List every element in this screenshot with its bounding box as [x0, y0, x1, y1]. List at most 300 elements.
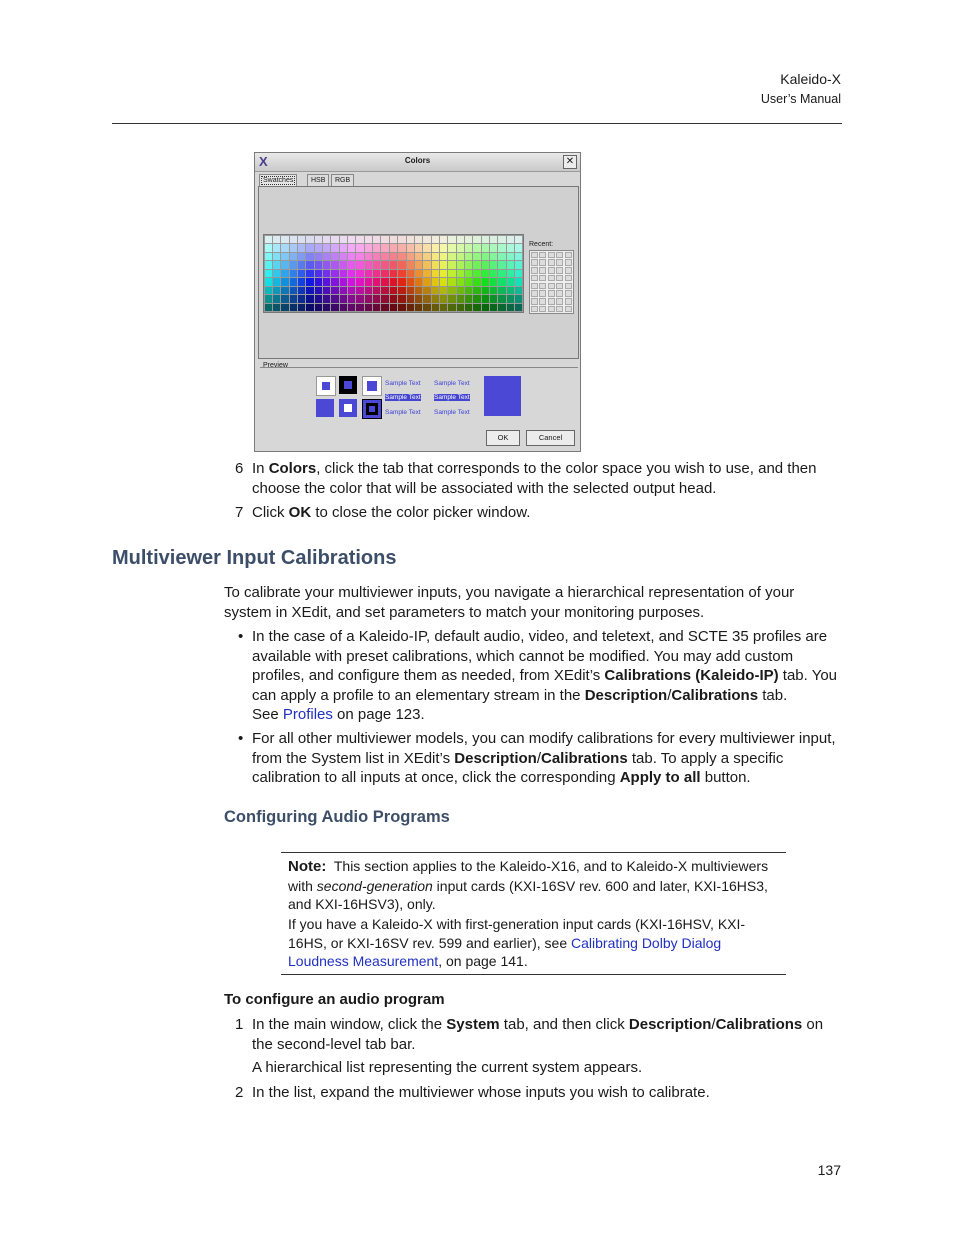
- color-swatch-cell[interactable]: [457, 270, 464, 278]
- color-swatch-cell[interactable]: [331, 270, 338, 278]
- color-swatch-cell[interactable]: [365, 287, 372, 295]
- color-swatch-cell[interactable]: [356, 278, 363, 286]
- color-swatch-cell[interactable]: [448, 287, 455, 295]
- color-swatch-cell[interactable]: [498, 236, 505, 244]
- color-swatch-cell[interactable]: [390, 278, 397, 286]
- color-swatch-cell[interactable]: [340, 253, 347, 261]
- recent-swatch-cell[interactable]: [548, 252, 555, 259]
- color-swatch-cell[interactable]: [507, 253, 514, 261]
- color-swatch-cell[interactable]: [298, 278, 305, 286]
- color-swatch-cell[interactable]: [315, 270, 322, 278]
- color-swatch-cell[interactable]: [415, 236, 422, 244]
- color-swatch-cell[interactable]: [348, 287, 355, 295]
- color-swatch-cell[interactable]: [365, 253, 372, 261]
- color-swatch-cell[interactable]: [306, 244, 313, 252]
- color-swatch-cell[interactable]: [440, 244, 447, 252]
- color-swatch-cell[interactable]: [298, 304, 305, 312]
- color-swatch-cell[interactable]: [306, 304, 313, 312]
- color-swatch-cell[interactable]: [381, 261, 388, 269]
- color-swatch-cell[interactable]: [290, 278, 297, 286]
- tab-swatches[interactable]: Swatches: [259, 174, 297, 187]
- color-swatch-cell[interactable]: [390, 304, 397, 312]
- color-swatch-cell[interactable]: [348, 270, 355, 278]
- color-swatch-cell[interactable]: [515, 236, 522, 244]
- color-swatch-cell[interactable]: [432, 287, 439, 295]
- color-swatch-cell[interactable]: [473, 287, 480, 295]
- recent-swatch-cell[interactable]: [556, 275, 563, 282]
- recent-swatch-cell[interactable]: [556, 306, 563, 313]
- color-swatch-cell[interactable]: [407, 253, 414, 261]
- color-swatch-cell[interactable]: [381, 236, 388, 244]
- color-swatch-cell[interactable]: [348, 253, 355, 261]
- color-swatch-cell[interactable]: [373, 295, 380, 303]
- color-swatch-cell[interactable]: [415, 304, 422, 312]
- color-swatch-cell[interactable]: [440, 253, 447, 261]
- profiles-link[interactable]: Profiles: [282, 706, 333, 724]
- recent-swatch-cell[interactable]: [539, 290, 546, 297]
- color-swatch-cell[interactable]: [315, 244, 322, 252]
- color-swatch-cell[interactable]: [348, 304, 355, 312]
- color-swatch-cell[interactable]: [281, 253, 288, 261]
- color-swatch-cell[interactable]: [373, 236, 380, 244]
- color-swatch-cell[interactable]: [306, 287, 313, 295]
- color-swatch-cell[interactable]: [315, 295, 322, 303]
- color-swatch-cell[interactable]: [365, 295, 372, 303]
- recent-swatch-cell[interactable]: [539, 306, 546, 313]
- recent-swatch-cell[interactable]: [565, 275, 572, 282]
- color-swatch-cell[interactable]: [465, 278, 472, 286]
- recent-swatch-cell[interactable]: [531, 283, 538, 290]
- color-swatch-cell[interactable]: [490, 261, 497, 269]
- recent-swatch-grid[interactable]: [529, 250, 574, 314]
- color-swatch-cell[interactable]: [290, 304, 297, 312]
- color-swatch-cell[interactable]: [265, 244, 272, 252]
- color-swatch-cell[interactable]: [281, 287, 288, 295]
- color-swatch-cell[interactable]: [265, 304, 272, 312]
- color-swatch-cell[interactable]: [273, 278, 280, 286]
- color-swatch-cell[interactable]: [356, 261, 363, 269]
- color-swatch-cell[interactable]: [515, 270, 522, 278]
- recent-swatch-cell[interactable]: [539, 275, 546, 282]
- color-swatch-cell[interactable]: [323, 236, 330, 244]
- color-swatch-cell[interactable]: [381, 287, 388, 295]
- color-swatch-cell[interactable]: [423, 244, 430, 252]
- color-swatch-cell[interactable]: [498, 278, 505, 286]
- recent-swatch-cell[interactable]: [556, 259, 563, 266]
- color-swatch-cell[interactable]: [473, 261, 480, 269]
- color-swatch-cell[interactable]: [490, 304, 497, 312]
- color-swatch-cell[interactable]: [331, 287, 338, 295]
- color-swatch-cell[interactable]: [440, 261, 447, 269]
- dolby-loudness-link[interactable]: Calibrating Dolby Dialog Loudness Measurement: [288, 934, 722, 970]
- color-swatch-cell[interactable]: [273, 244, 280, 252]
- color-swatch-cell[interactable]: [407, 261, 414, 269]
- color-swatch-cell[interactable]: [348, 244, 355, 252]
- color-swatch-cell[interactable]: [515, 253, 522, 261]
- recent-swatch-cell[interactable]: [565, 267, 572, 274]
- color-swatch-cell[interactable]: [507, 270, 514, 278]
- color-swatch-cell[interactable]: [390, 287, 397, 295]
- color-swatch-cell[interactable]: [498, 287, 505, 295]
- recent-swatch-cell[interactable]: [548, 275, 555, 282]
- color-swatch-cell[interactable]: [490, 287, 497, 295]
- color-swatch-cell[interactable]: [473, 244, 480, 252]
- color-swatch-cell[interactable]: [331, 295, 338, 303]
- color-swatch-cell[interactable]: [273, 287, 280, 295]
- color-swatch-cell[interactable]: [273, 236, 280, 244]
- color-swatch-cell[interactable]: [373, 270, 380, 278]
- color-swatch-cell[interactable]: [281, 295, 288, 303]
- color-swatch-cell[interactable]: [398, 278, 405, 286]
- color-swatch-cell[interactable]: [498, 304, 505, 312]
- color-swatch-cell[interactable]: [473, 278, 480, 286]
- color-swatch-cell[interactable]: [331, 261, 338, 269]
- color-swatch-cell[interactable]: [398, 287, 405, 295]
- color-swatch-cell[interactable]: [398, 236, 405, 244]
- color-swatch-cell[interactable]: [457, 278, 464, 286]
- color-swatch-cell[interactable]: [356, 287, 363, 295]
- recent-swatch-cell[interactable]: [556, 283, 563, 290]
- color-swatch-cell[interactable]: [473, 236, 480, 244]
- color-swatch-cell[interactable]: [356, 270, 363, 278]
- color-swatch-cell[interactable]: [323, 253, 330, 261]
- color-swatch-cell[interactable]: [356, 253, 363, 261]
- color-swatch-cell[interactable]: [323, 295, 330, 303]
- color-swatch-cell[interactable]: [440, 304, 447, 312]
- color-swatch-cell[interactable]: [348, 261, 355, 269]
- color-swatch-cell[interactable]: [373, 278, 380, 286]
- color-swatch-cell[interactable]: [473, 270, 480, 278]
- color-swatch-cell[interactable]: [390, 236, 397, 244]
- color-swatch-cell[interactable]: [448, 253, 455, 261]
- color-swatch-cell[interactable]: [415, 253, 422, 261]
- color-swatch-cell[interactable]: [482, 270, 489, 278]
- color-swatch-cell[interactable]: [373, 244, 380, 252]
- color-swatch-cell[interactable]: [423, 287, 430, 295]
- color-swatch-cell[interactable]: [448, 261, 455, 269]
- color-swatch-cell[interactable]: [331, 278, 338, 286]
- color-swatch-cell[interactable]: [482, 287, 489, 295]
- tab-hsb[interactable]: HSB: [307, 174, 329, 187]
- color-swatch-cell[interactable]: [407, 278, 414, 286]
- recent-swatch-cell[interactable]: [548, 259, 555, 266]
- recent-swatch-cell[interactable]: [556, 290, 563, 297]
- color-swatch-cell[interactable]: [407, 295, 414, 303]
- color-swatch-cell[interactable]: [507, 236, 514, 244]
- color-swatch-cell[interactable]: [306, 278, 313, 286]
- color-swatch-cell[interactable]: [448, 236, 455, 244]
- color-swatch-cell[interactable]: [398, 244, 405, 252]
- color-swatch-cell[interactable]: [323, 304, 330, 312]
- color-swatch-cell[interactable]: [407, 236, 414, 244]
- recent-swatch-cell[interactable]: [556, 298, 563, 305]
- color-swatch-cell[interactable]: [465, 261, 472, 269]
- color-swatch-cell[interactable]: [465, 295, 472, 303]
- color-swatch-cell[interactable]: [432, 278, 439, 286]
- color-swatch-cell[interactable]: [331, 253, 338, 261]
- color-swatch-cell[interactable]: [381, 295, 388, 303]
- color-swatch-cell[interactable]: [340, 236, 347, 244]
- color-swatch-cell[interactable]: [298, 244, 305, 252]
- color-swatch-cell[interactable]: [482, 253, 489, 261]
- color-swatch-cell[interactable]: [448, 278, 455, 286]
- color-swatch-cell[interactable]: [398, 270, 405, 278]
- color-swatch-cell[interactable]: [432, 261, 439, 269]
- recent-swatch-cell[interactable]: [565, 290, 572, 297]
- recent-swatch-cell[interactable]: [565, 306, 572, 313]
- color-swatch-cell[interactable]: [290, 295, 297, 303]
- color-swatch-cell[interactable]: [448, 244, 455, 252]
- recent-swatch-cell[interactable]: [556, 267, 563, 274]
- color-swatch-cell[interactable]: [306, 253, 313, 261]
- color-swatch-cell[interactable]: [407, 304, 414, 312]
- color-swatch-cell[interactable]: [315, 261, 322, 269]
- color-swatch-cell[interactable]: [348, 236, 355, 244]
- color-swatch-cell[interactable]: [507, 261, 514, 269]
- color-swatch-cell[interactable]: [390, 253, 397, 261]
- color-swatch-cell[interactable]: [515, 295, 522, 303]
- color-swatch-cell[interactable]: [373, 253, 380, 261]
- color-swatch-cell[interactable]: [490, 236, 497, 244]
- color-swatch-cell[interactable]: [398, 261, 405, 269]
- color-swatch-cell[interactable]: [490, 244, 497, 252]
- color-swatch-cell[interactable]: [356, 304, 363, 312]
- color-swatch-cell[interactable]: [423, 270, 430, 278]
- color-swatch-cell[interactable]: [323, 287, 330, 295]
- color-swatch-cell[interactable]: [298, 236, 305, 244]
- recent-swatch-cell[interactable]: [556, 252, 563, 259]
- color-swatch-cell[interactable]: [398, 295, 405, 303]
- color-swatch-cell[interactable]: [415, 244, 422, 252]
- recent-swatch-cell[interactable]: [539, 283, 546, 290]
- color-swatch-cell[interactable]: [498, 270, 505, 278]
- color-swatch-cell[interactable]: [407, 244, 414, 252]
- color-swatch-cell[interactable]: [407, 287, 414, 295]
- color-swatch-cell[interactable]: [273, 253, 280, 261]
- color-swatch-cell[interactable]: [331, 236, 338, 244]
- color-swatch-cell[interactable]: [281, 304, 288, 312]
- color-swatch-cell[interactable]: [515, 287, 522, 295]
- color-swatch-cell[interactable]: [281, 236, 288, 244]
- color-swatch-cell[interactable]: [515, 278, 522, 286]
- color-swatch-cell[interactable]: [298, 270, 305, 278]
- color-swatch-cell[interactable]: [323, 244, 330, 252]
- color-swatch-cell[interactable]: [390, 295, 397, 303]
- color-swatch-cell[interactable]: [290, 253, 297, 261]
- cancel-button[interactable]: Cancel: [526, 430, 575, 446]
- color-swatch-cell[interactable]: [457, 295, 464, 303]
- color-swatch-cell[interactable]: [423, 304, 430, 312]
- tab-rgb[interactable]: RGB: [331, 174, 354, 187]
- color-swatch-cell[interactable]: [331, 244, 338, 252]
- color-swatch-cell[interactable]: [423, 253, 430, 261]
- color-swatch-cell[interactable]: [365, 261, 372, 269]
- color-swatch-cell[interactable]: [415, 270, 422, 278]
- color-swatch-cell[interactable]: [465, 270, 472, 278]
- color-swatch-cell[interactable]: [457, 261, 464, 269]
- color-swatch-cell[interactable]: [457, 304, 464, 312]
- recent-swatch-cell[interactable]: [565, 283, 572, 290]
- color-swatch-cell[interactable]: [507, 287, 514, 295]
- color-swatch-cell[interactable]: [273, 295, 280, 303]
- color-swatch-cell[interactable]: [298, 287, 305, 295]
- swatch-grid[interactable]: [263, 234, 524, 313]
- color-swatch-cell[interactable]: [490, 295, 497, 303]
- color-swatch-cell[interactable]: [306, 236, 313, 244]
- color-swatch-cell[interactable]: [482, 236, 489, 244]
- color-swatch-cell[interactable]: [265, 253, 272, 261]
- color-swatch-cell[interactable]: [373, 304, 380, 312]
- color-swatch-cell[interactable]: [281, 270, 288, 278]
- color-swatch-cell[interactable]: [265, 261, 272, 269]
- color-swatch-cell[interactable]: [273, 270, 280, 278]
- color-swatch-cell[interactable]: [340, 244, 347, 252]
- color-swatch-cell[interactable]: [365, 304, 372, 312]
- recent-swatch-cell[interactable]: [565, 259, 572, 266]
- color-swatch-cell[interactable]: [515, 244, 522, 252]
- recent-swatch-cell[interactable]: [531, 267, 538, 274]
- color-swatch-cell[interactable]: [265, 295, 272, 303]
- color-swatch-cell[interactable]: [457, 253, 464, 261]
- color-swatch-cell[interactable]: [315, 287, 322, 295]
- color-swatch-cell[interactable]: [365, 278, 372, 286]
- color-swatch-cell[interactable]: [265, 270, 272, 278]
- color-swatch-cell[interactable]: [473, 295, 480, 303]
- color-swatch-cell[interactable]: [340, 270, 347, 278]
- color-swatch-cell[interactable]: [356, 244, 363, 252]
- color-swatch-cell[interactable]: [315, 253, 322, 261]
- color-swatch-cell[interactable]: [432, 270, 439, 278]
- color-swatch-cell[interactable]: [482, 304, 489, 312]
- recent-swatch-cell[interactable]: [539, 298, 546, 305]
- recent-swatch-cell[interactable]: [531, 290, 538, 297]
- color-swatch-cell[interactable]: [432, 244, 439, 252]
- color-swatch-cell[interactable]: [498, 253, 505, 261]
- color-swatch-cell[interactable]: [507, 244, 514, 252]
- color-swatch-cell[interactable]: [290, 244, 297, 252]
- color-swatch-cell[interactable]: [432, 253, 439, 261]
- color-swatch-cell[interactable]: [340, 278, 347, 286]
- color-swatch-cell[interactable]: [340, 304, 347, 312]
- color-swatch-cell[interactable]: [482, 278, 489, 286]
- color-swatch-cell[interactable]: [373, 287, 380, 295]
- color-swatch-cell[interactable]: [290, 287, 297, 295]
- color-swatch-cell[interactable]: [457, 236, 464, 244]
- color-swatch-cell[interactable]: [507, 304, 514, 312]
- color-swatch-cell[interactable]: [290, 236, 297, 244]
- color-swatch-cell[interactable]: [390, 261, 397, 269]
- color-swatch-cell[interactable]: [390, 244, 397, 252]
- recent-swatch-cell[interactable]: [565, 252, 572, 259]
- color-swatch-cell[interactable]: [515, 261, 522, 269]
- color-swatch-cell[interactable]: [298, 253, 305, 261]
- color-swatch-cell[interactable]: [281, 261, 288, 269]
- color-swatch-cell[interactable]: [448, 295, 455, 303]
- recent-swatch-cell[interactable]: [531, 306, 538, 313]
- recent-swatch-cell[interactable]: [548, 298, 555, 305]
- color-swatch-cell[interactable]: [440, 278, 447, 286]
- color-swatch-cell[interactable]: [348, 295, 355, 303]
- color-swatch-cell[interactable]: [415, 295, 422, 303]
- color-swatch-cell[interactable]: [432, 236, 439, 244]
- color-swatch-cell[interactable]: [457, 287, 464, 295]
- color-swatch-cell[interactable]: [440, 295, 447, 303]
- color-swatch-cell[interactable]: [390, 270, 397, 278]
- color-swatch-cell[interactable]: [440, 236, 447, 244]
- color-swatch-cell[interactable]: [356, 295, 363, 303]
- color-swatch-cell[interactable]: [490, 270, 497, 278]
- color-swatch-cell[interactable]: [273, 304, 280, 312]
- color-swatch-cell[interactable]: [381, 244, 388, 252]
- color-swatch-cell[interactable]: [423, 236, 430, 244]
- color-swatch-cell[interactable]: [381, 270, 388, 278]
- color-swatch-cell[interactable]: [415, 261, 422, 269]
- color-swatch-cell[interactable]: [465, 244, 472, 252]
- color-swatch-cell[interactable]: [265, 287, 272, 295]
- color-swatch-cell[interactable]: [306, 295, 313, 303]
- color-swatch-cell[interactable]: [315, 278, 322, 286]
- recent-swatch-cell[interactable]: [531, 275, 538, 282]
- color-swatch-cell[interactable]: [356, 236, 363, 244]
- color-swatch-cell[interactable]: [490, 278, 497, 286]
- color-swatch-cell[interactable]: [323, 270, 330, 278]
- color-swatch-cell[interactable]: [398, 253, 405, 261]
- color-swatch-cell[interactable]: [265, 236, 272, 244]
- color-swatch-cell[interactable]: [340, 287, 347, 295]
- color-swatch-cell[interactable]: [365, 270, 372, 278]
- color-swatch-cell[interactable]: [315, 236, 322, 244]
- color-swatch-cell[interactable]: [365, 244, 372, 252]
- color-swatch-cell[interactable]: [465, 236, 472, 244]
- recent-swatch-cell[interactable]: [539, 259, 546, 266]
- color-swatch-cell[interactable]: [306, 261, 313, 269]
- ok-button[interactable]: OK: [486, 430, 520, 446]
- color-swatch-cell[interactable]: [373, 261, 380, 269]
- recent-swatch-cell[interactable]: [531, 252, 538, 259]
- recent-swatch-cell[interactable]: [539, 267, 546, 274]
- color-swatch-cell[interactable]: [306, 270, 313, 278]
- color-swatch-cell[interactable]: [281, 278, 288, 286]
- color-swatch-cell[interactable]: [340, 261, 347, 269]
- color-swatch-cell[interactable]: [423, 278, 430, 286]
- color-swatch-cell[interactable]: [465, 253, 472, 261]
- color-swatch-cell[interactable]: [423, 261, 430, 269]
- color-swatch-cell[interactable]: [507, 278, 514, 286]
- color-swatch-cell[interactable]: [381, 253, 388, 261]
- color-swatch-cell[interactable]: [348, 278, 355, 286]
- color-swatch-cell[interactable]: [507, 295, 514, 303]
- color-swatch-cell[interactable]: [340, 295, 347, 303]
- color-swatch-cell[interactable]: [482, 295, 489, 303]
- color-swatch-cell[interactable]: [323, 261, 330, 269]
- color-swatch-cell[interactable]: [290, 261, 297, 269]
- color-swatch-cell[interactable]: [457, 244, 464, 252]
- recent-swatch-cell[interactable]: [565, 298, 572, 305]
- color-swatch-cell[interactable]: [365, 236, 372, 244]
- recent-swatch-cell[interactable]: [548, 306, 555, 313]
- color-swatch-cell[interactable]: [448, 304, 455, 312]
- color-swatch-cell[interactable]: [315, 304, 322, 312]
- recent-swatch-cell[interactable]: [539, 252, 546, 259]
- close-icon[interactable]: ✕: [563, 155, 577, 169]
- color-swatch-cell[interactable]: [482, 244, 489, 252]
- recent-swatch-cell[interactable]: [531, 259, 538, 266]
- color-swatch-cell[interactable]: [440, 270, 447, 278]
- color-swatch-cell[interactable]: [440, 287, 447, 295]
- color-swatch-cell[interactable]: [448, 270, 455, 278]
- color-swatch-cell[interactable]: [415, 287, 422, 295]
- color-swatch-cell[interactable]: [331, 304, 338, 312]
